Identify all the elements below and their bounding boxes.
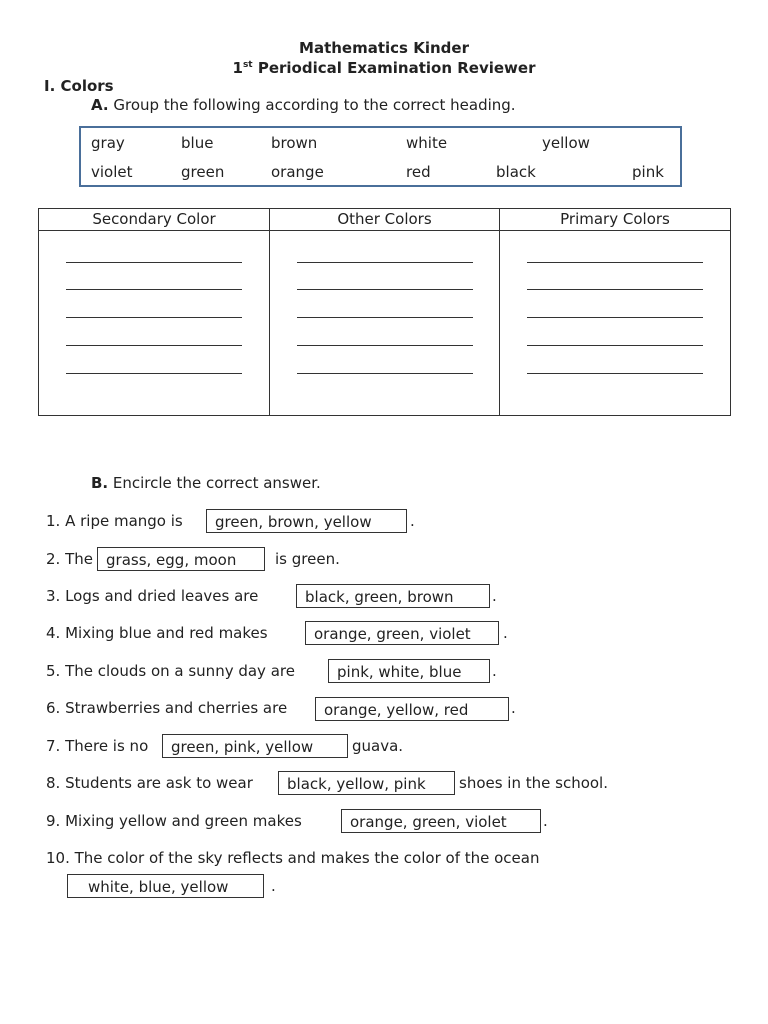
part-b-text: Encircle the correct answer.	[108, 474, 321, 492]
answer-choices-box[interactable]: green, pink, yellow	[162, 734, 348, 758]
question-text: 6. Strawberries and cherries are	[46, 699, 288, 717]
question-text: 7. There is no	[46, 737, 149, 755]
question-text-end: .	[503, 624, 508, 642]
question-text: 8. Students are ask to wear	[46, 774, 253, 792]
word-bank-item: pink	[632, 163, 664, 181]
answer-choices-box[interactable]: grass, egg, moon	[97, 547, 265, 571]
question-text-end: .	[492, 587, 497, 605]
question-text-end: shoes in the school.	[459, 774, 608, 792]
page-title: Mathematics Kinder	[299, 39, 469, 57]
answer-line[interactable]	[66, 373, 242, 374]
word-bank-item: gray	[91, 134, 125, 152]
question-text: 1. A ripe mango is	[46, 512, 183, 530]
answer-choices-box[interactable]: orange, yellow, red	[315, 697, 509, 721]
answer-line[interactable]	[527, 317, 703, 318]
table-header: Other Colors	[270, 209, 499, 231]
question-text-end: .	[271, 877, 276, 895]
word-bank-item: green	[181, 163, 225, 181]
part-a-letter: A.	[91, 96, 109, 114]
question-text: 2. The	[46, 550, 93, 568]
question-text-end: is green.	[275, 550, 340, 568]
word-bank-item: orange	[271, 163, 324, 181]
part-a-instruction	[91, 96, 516, 114]
answer-choices-box[interactable]: black, green, brown	[296, 584, 490, 608]
answer-line[interactable]	[527, 289, 703, 290]
word-bank-item: yellow	[542, 134, 590, 152]
question-text: 3. Logs and dried leaves are	[46, 587, 259, 605]
question-text: 9. Mixing yellow and green makes	[46, 812, 302, 830]
answer-line[interactable]	[66, 262, 242, 263]
table-column-other	[270, 209, 500, 415]
sorting-table	[38, 208, 731, 416]
part-a-text: Group the following according to the correct heading.	[108, 96, 516, 114]
answer-choices-box[interactable]: white, blue, yellow	[67, 874, 264, 898]
answer-line[interactable]	[297, 262, 473, 263]
table-header: Secondary Color	[39, 209, 269, 231]
answer-choices-box[interactable]: orange, green, violet	[341, 809, 541, 833]
answer-line[interactable]	[66, 345, 242, 346]
word-bank-item: violet	[91, 163, 133, 181]
question-text: 10. The color of the sky reflects and makes the color of the ocean	[46, 849, 540, 867]
part-b-instruction	[91, 474, 321, 492]
answer-line[interactable]	[527, 373, 703, 374]
answer-line[interactable]	[527, 262, 703, 263]
answer-line[interactable]	[297, 289, 473, 290]
answer-choices-box[interactable]: pink, white, blue	[328, 659, 490, 683]
answer-line[interactable]	[297, 373, 473, 374]
page-subtitle	[0, 59, 768, 77]
question-text-end: guava.	[352, 737, 404, 755]
table-column-primary	[500, 209, 730, 415]
answer-choices-box[interactable]: green, brown, yellow	[206, 509, 407, 533]
word-bank-item: red	[406, 163, 431, 181]
word-bank-item: brown	[271, 134, 318, 152]
question-text-end: .	[492, 662, 497, 680]
word-bank	[79, 126, 682, 187]
answer-line[interactable]	[527, 345, 703, 346]
question-text-end: .	[410, 512, 415, 530]
answer-choices-box[interactable]: black, yellow, pink	[278, 771, 455, 795]
table-column-secondary	[39, 209, 270, 415]
subtitle-ordinal: st	[242, 60, 253, 70]
word-bank-item: black	[496, 163, 536, 181]
part-b-letter: B.	[91, 474, 109, 492]
answer-line[interactable]	[66, 317, 242, 318]
table-header: Primary Colors	[500, 209, 730, 231]
subtitle-text: Periodical Examination Reviewer	[252, 59, 536, 77]
word-bank-item: blue	[181, 134, 214, 152]
answer-line[interactable]	[297, 317, 473, 318]
answer-line[interactable]	[297, 345, 473, 346]
answer-choices-box[interactable]: orange, green, violet	[305, 621, 499, 645]
question-text-end: .	[511, 699, 516, 717]
question-text-end: .	[543, 812, 548, 830]
question-text: 5. The clouds on a sunny day are	[46, 662, 295, 680]
section-heading: I. Colors	[44, 77, 114, 95]
subtitle-number: 1	[232, 59, 243, 77]
word-bank-item: white	[406, 134, 448, 152]
question-text: 4. Mixing blue and red makes	[46, 624, 268, 642]
answer-line[interactable]	[66, 289, 242, 290]
